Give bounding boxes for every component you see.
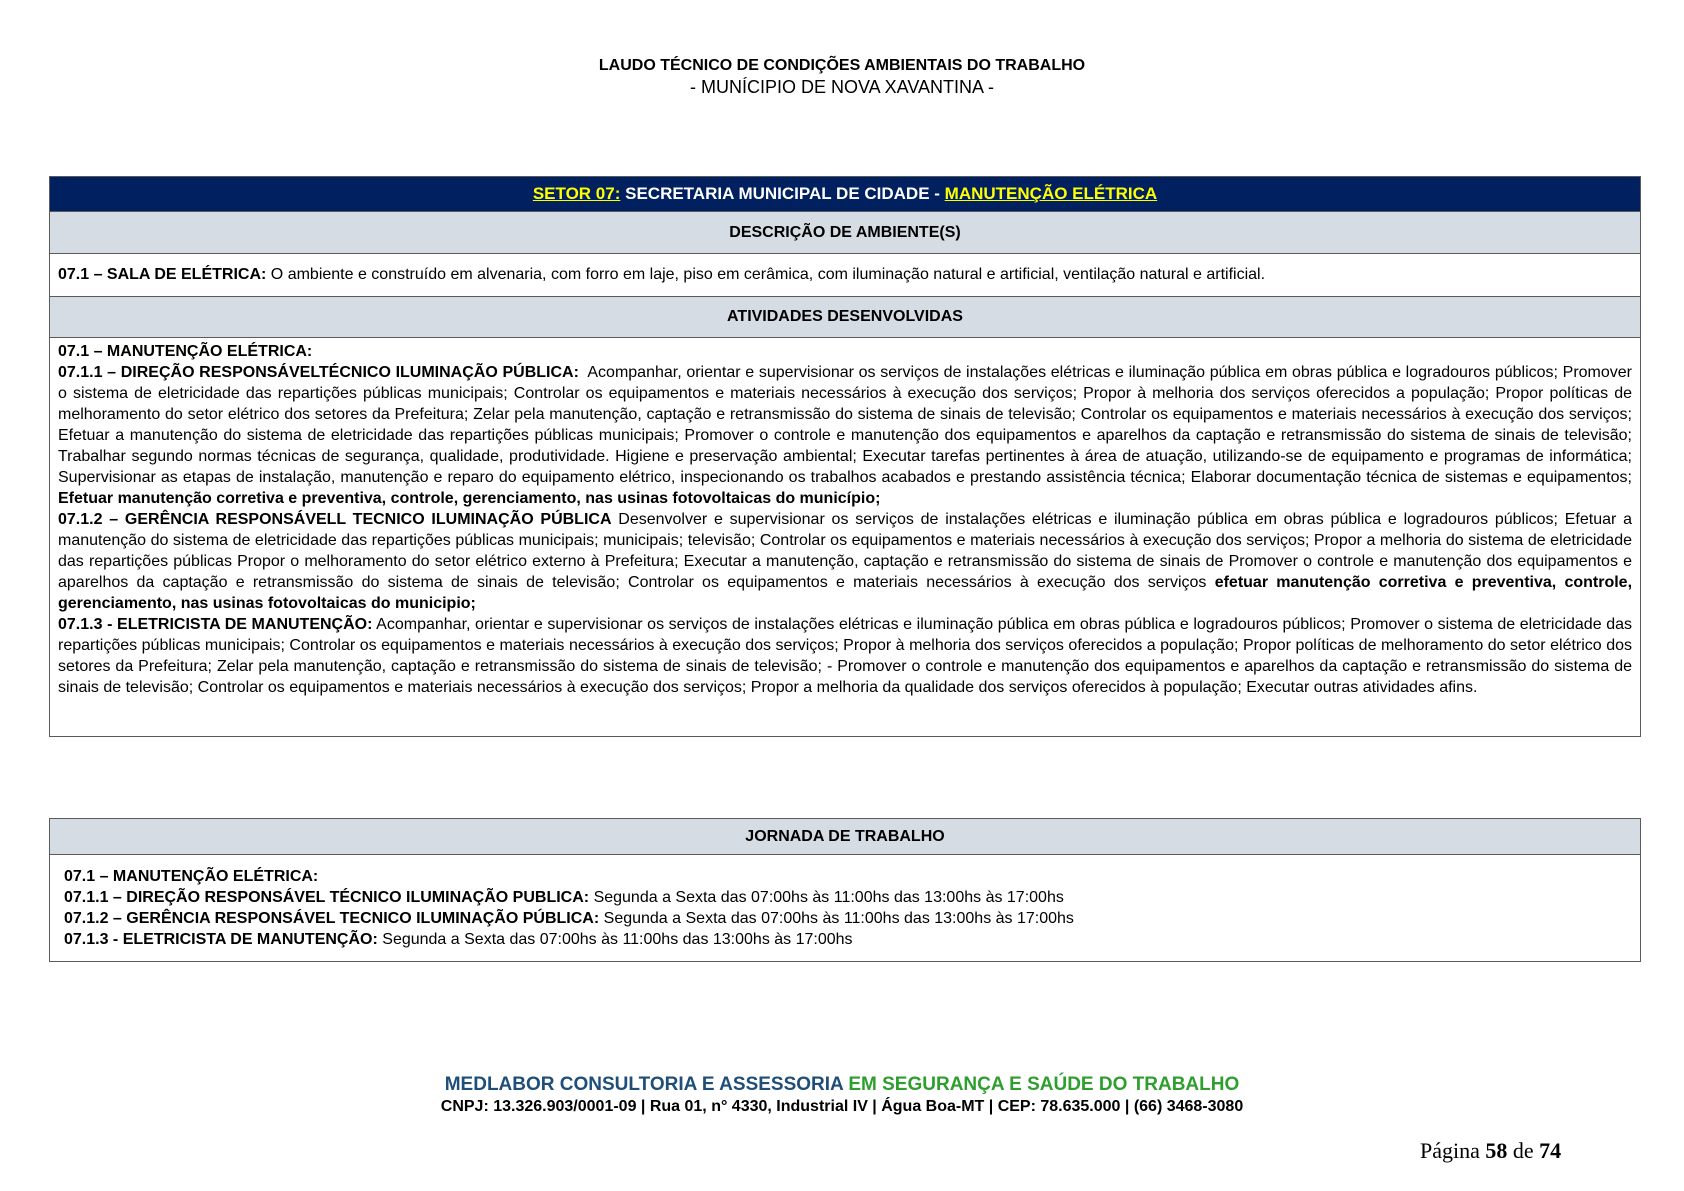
page-current: 58 xyxy=(1485,1138,1508,1163)
document-footer xyxy=(0,1073,1684,1117)
atividades-body xyxy=(50,338,1640,698)
atividade-item xyxy=(58,509,1632,614)
setor-title-bar xyxy=(50,177,1640,212)
footer-contact-info: CNPJ: 13.326.903/0001-09 | Rua 01, n° 4330, Industrial IV | Água Boa-MT | CEP: 78.635.000 | (66) 3468-3080 xyxy=(440,1098,1244,1115)
atividades-section-label: 07.1 – MANUTENÇÃO ELÉTRICA: xyxy=(58,343,313,360)
jornada-section-label: 07.1 – MANUTENÇÃO ELÉTRICA: xyxy=(64,868,319,885)
jornada-label: 07.1.1 – DIREÇÃO RESPONSÁVEL TÉCNICO ILUMINAÇÃO PUBLICA: xyxy=(64,889,590,906)
setor-table xyxy=(49,176,1641,737)
atividade-item xyxy=(58,362,1632,509)
atividade-text: Acompanhar, orientar e supervisionar os serviços de instalações elétricas e iluminação pública em obras pública e logradouros públicos; Promover o sistema de eletricidade das repartições públicas municipais; Controlar os equipamentos e materiais necessários à execução dos serviços; Propor à melhoria dos serviços oferecidos a população; Propor políticas de melhoramento do setor elétrico dos setores da Prefeitura; Zelar pela manutenção, captação e retransmissão do sistema de sinais de televisão; Controlar os equipamentos e materiais necessários à execução dos serviços; Efetuar a manutenção do sistema de eletricidade das repartições públicas municipais; Promover o controle e manutenção dos equipamentos e aparelhos da captação e retransmissão do sistema de sinais de televisão; Trabalhar segundo normas técnicas de segurança, qualidade, produtividade. Higiene e preservação ambiental; Executar tarefas pertinentes à área de atuação, utilizando-se de equipamento e programas de informática; Supervisionar as etapas de instalação, manutenção e reparo do equipamento elétrico, inspecionando os trabalhos acabados e prestando assistência técnica; Elaborar documentação técnica de sistemas e equipamentos; xyxy=(58,364,1632,486)
jornada-text: Segunda a Sexta das 07:00hs às 11:00hs das 13:00hs às 17:00hs xyxy=(593,889,1064,906)
footer-company xyxy=(0,1073,1684,1097)
page-number xyxy=(1420,1138,1561,1164)
page-prefix: Página xyxy=(1420,1138,1480,1163)
jornada-heading: JORNADA DE TRABALHO xyxy=(50,819,1640,855)
atividades-heading: ATIVIDADES DESENVOLVIDAS xyxy=(50,297,1640,338)
descricao-item-text: O ambiente e construído em alvenaria, com forro em laje, piso em cerâmica, com iluminação natural e artificial, ventilação natural e artificial. xyxy=(270,266,1266,283)
descricao-item-label: 07.1 – SALA DE ELÉTRICA: xyxy=(58,266,267,283)
jornada-label: 07.1.2 – GERÊNCIA RESPONSÁVEL TECNICO ILUMINAÇÃO PÚBLICA: xyxy=(64,910,600,927)
atividade-text: Acompanhar, orientar e supervisionar os serviços de instalações elétricas e iluminação pública em obras pública e logradouros públicos; Promover o sistema de eletricidade das repartições públicas municipais; Controlar os equipamentos e materiais necessários à execução dos serviços; Propor à melhoria dos serviços oferecidos a população; Propor políticas de melhoramento do setor elétrico dos setores da Prefeitura; Zelar pela manutenção, captação e retransmissão do sistema de sinais de televisão; - Promover o controle e manutenção dos equipamentos e aparelhos da captação e retransmissão do sistema de sinais de televisão; Controlar os equipamentos e materiais necessários à execução dos serviços; Propor a melhoria da qualidade dos serviços oferecidos à população; Executar outras atividades afins. xyxy=(58,616,1633,696)
atividade-item xyxy=(58,614,1632,698)
atividade-bold-tail: Efetuar manutenção corretiva e preventiva, controle, gerenciamento, nas usinas fotovoltaicas do município; xyxy=(58,490,881,507)
atividade-text: Desenvolver e supervisionar os serviços de instalações elétricas e iluminação pública em obras pública e logradouros públicos; Efetuar a manutenção do sistema de eletricidade das repartições públicas municipais; municipais; televisão; Controlar os equipamentos e materiais necessários à execução dos serviços; Propor a melhoria do sistema de eletricidade das repartições públicas Propor o melhoramento do setor elétrico externo à Prefeitura; Executar a manutenção, captação e retransmissão do sistema de sinais de Promover o controle e manutenção dos equipamentos e aparelhos da captação e retransmissão do sistema de sinais de televisão; Controlar os equipamentos e materiais necessários à execução dos serviços xyxy=(58,511,1632,591)
atividade-label: 07.1.3 - ELETRICISTA DE MANUTENÇÃO: xyxy=(58,616,373,633)
setor-name: SECRETARIA MUNICIPAL DE CIDADE - xyxy=(625,184,940,203)
jornada-text: Segunda a Sexta das 07:00hs às 11:00hs das 13:00hs às 17:00hs xyxy=(603,910,1074,927)
page-separator: de xyxy=(1512,1138,1534,1163)
document-title: LAUDO TÉCNICO DE CONDIÇÕES AMBIENTAIS DO TRABALHO xyxy=(598,57,1086,74)
footer-company-name: MEDLABOR CONSULTORIA E ASSESSORIA xyxy=(444,1074,844,1095)
jornada-item xyxy=(64,908,1626,929)
footer-company-tagline: EM SEGURANÇA E SAÚDE DO TRABALHO xyxy=(848,1074,1240,1095)
atividade-bold-tail: efetuar manutenção corretiva e preventiva, controle, gerenciamento, nas usinas fotovoltaicas do municipio; xyxy=(58,574,1633,612)
jornada-item xyxy=(64,929,1626,950)
descricao-heading: DESCRIÇÃO DE AMBIENTE(S) xyxy=(50,212,1640,254)
setor-code: SETOR 07: xyxy=(532,184,621,203)
jornada-item xyxy=(64,887,1626,908)
jornada-table xyxy=(49,818,1641,962)
descricao-item xyxy=(50,254,1640,297)
jornada-body xyxy=(50,855,1640,950)
jornada-text: Segunda a Sexta das 07:00hs às 11:00hs das 13:00hs às 17:00hs xyxy=(382,931,853,948)
page-total: 74 xyxy=(1539,1138,1562,1163)
document-header xyxy=(0,56,1684,98)
atividade-label: 07.1.1 – DIREÇÃO RESPONSÁVELTÉCNICO ILUMINAÇÃO PÚBLICA: xyxy=(58,364,579,381)
document-subtitle: - MUNÍCIPIO DE NOVA XAVANTINA - xyxy=(689,77,995,97)
subsetor-name: MANUTENÇÃO ELÉTRICA xyxy=(944,184,1158,203)
jornada-label: 07.1.3 - ELETRICISTA DE MANUTENÇÃO: xyxy=(64,931,378,948)
atividade-label: 07.1.2 – GERÊNCIA RESPONSÁVELL TECNICO ILUMINAÇÃO PÚBLICA xyxy=(58,511,612,528)
